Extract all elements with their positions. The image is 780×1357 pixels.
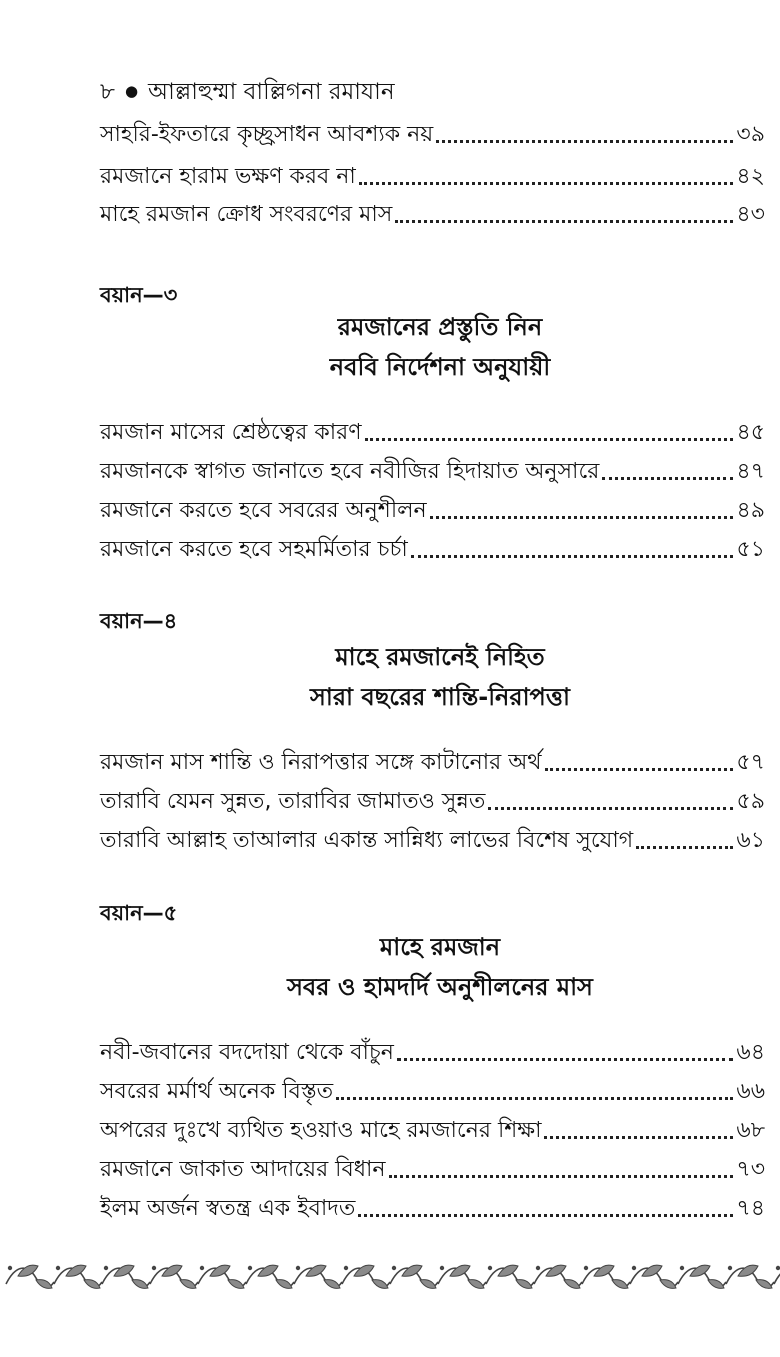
leaf-motif-icon [6, 1265, 54, 1288]
toc-entry-page: ৪৫ [736, 420, 765, 445]
toc-entry-page: ৪৭ [736, 459, 765, 484]
leaf-motif-icon [726, 1265, 774, 1288]
toc-entry-page: ৭৩ [736, 1157, 765, 1182]
leaf-motif-icon [534, 1265, 582, 1288]
toc-entry[interactable] [100, 414, 765, 448]
dot-leader [544, 1136, 733, 1139]
leaf-motif-icon [774, 1265, 780, 1288]
toc-entry-page: ৬৪ [736, 1040, 765, 1065]
toc-entry-title: মাহে রমজান ক্রোধ সংবরণের মাস [100, 202, 393, 227]
toc-entry[interactable] [100, 453, 765, 487]
dot-leader [430, 516, 734, 519]
dot-leader [436, 140, 733, 143]
toc-entry-page: ৪৩ [736, 202, 765, 227]
section-label: বয়ান—৩ [100, 283, 178, 307]
book-title: আল্লাহুম্মা বাল্লিগনা রমাযান [148, 79, 395, 105]
toc-entry-title: রমজানে করতে হবে সবরের অনুশীলন [100, 498, 427, 523]
leaf-motif-icon [198, 1265, 246, 1288]
dot-leader [488, 807, 733, 810]
dot-leader [336, 1097, 733, 1100]
section-label: বয়ান—৫ [100, 901, 178, 925]
dot-leader [397, 1058, 733, 1061]
toc-entry-page: ৬৬ [736, 1079, 765, 1104]
toc-entry-title: তারাবি আল্লাহ তাআলার একান্ত সান্নিধ্য লাভের বিশেষ সুযোগ [100, 828, 634, 853]
toc-entry[interactable] [100, 1151, 765, 1185]
toc-entry-page: ৬৮ [736, 1118, 765, 1143]
leaf-vine-border-icon [0, 1258, 780, 1292]
leaf-motif-icon [438, 1265, 486, 1288]
section-title-line: সবর ও হামদর্দি অনুশীলনের মাস [287, 973, 593, 1001]
toc-entry-page: ৪৯ [736, 498, 765, 523]
toc-entry[interactable] [100, 158, 765, 192]
toc-entry[interactable] [100, 1073, 765, 1107]
toc-entry[interactable] [100, 196, 765, 230]
dot-leader [411, 555, 734, 558]
section-title-line: রমজানের প্রস্তুতি নিন [337, 313, 543, 341]
toc-entry-title: রমজানে হারাম ভক্ষণ করব না [100, 164, 356, 189]
leaf-motif-icon [294, 1265, 342, 1288]
toc-entry-title: রমজানে জাকাত আদায়ের বিধান [100, 1157, 386, 1182]
dot-leader [389, 1175, 734, 1178]
toc-entry[interactable] [100, 1112, 765, 1146]
toc-entry[interactable] [100, 1190, 765, 1224]
leaf-motif-icon [102, 1265, 150, 1288]
leaf-motif-icon [582, 1265, 630, 1288]
dot-leader [359, 182, 734, 185]
leaf-motif-icon [54, 1265, 102, 1288]
toc-entry-page: ৬১ [736, 828, 765, 853]
section-title-line: মাহে রমজানেই নিহিত [335, 643, 545, 671]
toc-entry[interactable] [100, 492, 765, 526]
dot-leader [358, 1214, 733, 1217]
toc-entry[interactable] [100, 783, 765, 817]
toc-entry-page: ৫৯ [736, 789, 765, 814]
toc-entry-page: ৫৭ [736, 750, 765, 775]
toc-entry-page: ৩৯ [736, 122, 765, 147]
toc-entry-title: অপরের দুঃখে ব্যথিত হওয়াও মাহে রমজানের শিক্ষা [100, 1118, 542, 1143]
toc-entry-page: ৪২ [736, 164, 765, 189]
leaf-motif-icon [630, 1265, 678, 1288]
toc-entry[interactable] [100, 744, 765, 778]
dot-leader [602, 477, 733, 480]
toc-entry-title: রমজানকে স্বাগত জানাতে হবে নবীজির হিদায়াত অনুসারে [100, 459, 600, 484]
toc-entry-title: ইলম অর্জন স্বতন্ত্র এক ইবাদত [100, 1196, 356, 1221]
dot-leader [636, 846, 733, 849]
toc-entry[interactable] [100, 822, 765, 856]
dot-leader [365, 438, 734, 441]
toc-entry[interactable] [100, 1034, 765, 1068]
leaf-motif-icon [390, 1265, 438, 1288]
toc-entry-page: ৫১ [736, 537, 765, 562]
toc-entry[interactable] [100, 531, 765, 565]
toc-entry-title: নবী-জবানের বদদোয়া থেকে বাঁচুন [100, 1040, 394, 1065]
leaf-motif-icon [150, 1265, 198, 1288]
toc-entry-title: সাহরি-ইফতারে কৃচ্ছ্রসাধন আবশ্যক নয় [100, 122, 434, 147]
toc-entry[interactable] [100, 116, 765, 150]
toc-entry-page: ৭৪ [736, 1196, 765, 1221]
section-title-line: সারা বছরের শান্তি-নিরাপত্তা [310, 683, 570, 711]
leaf-motif-icon [486, 1265, 534, 1288]
leaf-motif-icon [342, 1265, 390, 1288]
toc-entry-title: রমজান মাসের শ্রেষ্ঠত্বের কারণ [100, 420, 362, 445]
bullet-icon: ● [124, 82, 139, 100]
toc-entry-title: রমজান মাস শান্তি ও নিরাপত্তার সঙ্গে কাটানোর অর্থ [100, 750, 542, 775]
toc-entry-title: তারাবি যেমন সুন্নত, তারাবির জামাতও সুন্নত [100, 789, 486, 814]
leaf-motif-icon [246, 1265, 294, 1288]
toc-entry-title: রমজানে করতে হবে সহমর্মিতার চর্চা [100, 537, 408, 562]
dot-leader [395, 220, 733, 223]
section-title-line: নববি নির্দেশনা অনুযায়ী [329, 353, 551, 381]
dot-leader [545, 768, 734, 771]
section-label: বয়ান—৪ [100, 609, 178, 633]
toc-entry-title: সবরের মর্মার্থ অনেক বিস্তৃত [100, 1079, 334, 1104]
page-number: ৮ [100, 79, 115, 105]
leaf-motif-icon [678, 1265, 726, 1288]
running-header [100, 76, 395, 107]
section-title-line: মাহে রমজান [379, 933, 501, 961]
